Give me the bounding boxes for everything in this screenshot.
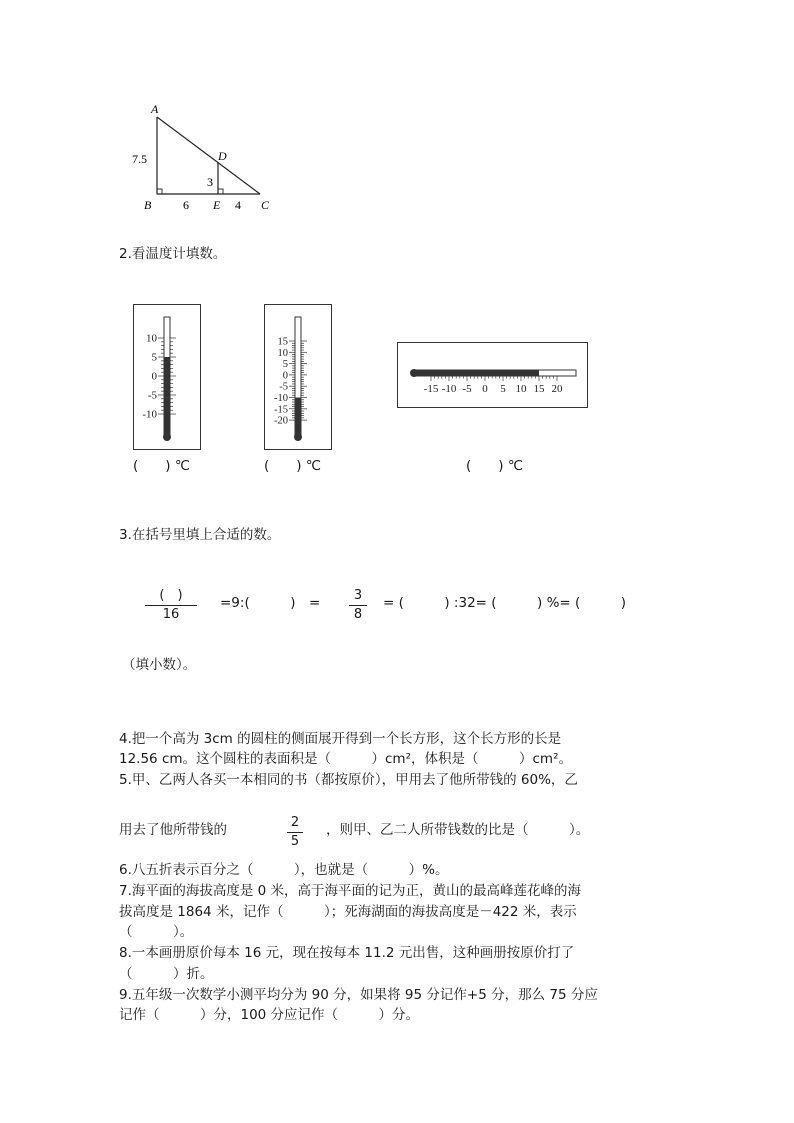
q4-line-1: 4.把一个高为 3cm 的圆柱的侧面展开得到一个长方形，这个长方形的长是 (119, 731, 562, 747)
label-d: D (218, 149, 227, 163)
q2-answer-1[interactable]: ( ) ℃ (133, 458, 190, 474)
length-ab: 7.5 (132, 152, 147, 166)
tick-label: 0 (482, 383, 488, 395)
q3-part-2[interactable]: = ( ) :32= ( ) %= ( ) (383, 595, 627, 611)
q3-part-1[interactable]: =9:( ) = (220, 595, 321, 611)
tick-label: 10 (515, 383, 527, 395)
q3-fraction-1-num[interactable]: ( ) (159, 588, 183, 603)
q2-answer-3[interactable]: ( ) ℃ (466, 458, 523, 474)
tick-label: 0 (151, 370, 157, 383)
q7-line-2[interactable]: 拔高度是 1864 米，记作（ ）；死海湖面的海拔高度是－422 米，表示 (119, 904, 577, 920)
label-c: C (261, 198, 270, 212)
tick-label: 10 (277, 347, 288, 359)
q3-fraction-2 (349, 588, 367, 623)
triangle-figure (125, 100, 285, 218)
q5-prefix: 用去了他所带钱的 (119, 822, 227, 838)
q5-fraction-num: 2 (290, 815, 300, 830)
tick-label: 15 (277, 336, 288, 348)
tick-label: 10 (146, 332, 157, 345)
q2-answer-2[interactable]: ( ) ℃ (264, 458, 321, 474)
length-be: 6 (183, 198, 189, 212)
tick-label: 20 (551, 383, 563, 395)
tick-label: -15 (274, 404, 288, 416)
q5-line-1: 5.甲、乙两人各买一本相同的书（都按原价），甲用去了他所带钱的 60%，乙 (119, 772, 578, 788)
thermometer-3 (397, 342, 588, 408)
q3-fraction-1[interactable] (145, 588, 197, 623)
tick-label: -20 (274, 415, 288, 427)
q4-line-2[interactable]: 12.56 cm。这个圆柱的表面积是（ ）cm²，体积是（ ）cm²。 (119, 751, 572, 767)
q5-fraction-den: 5 (290, 834, 300, 849)
label-b: B (144, 198, 152, 212)
q6-line-1[interactable]: 6.八五折表示百分之（ ），也就是（ ）%。 (119, 862, 449, 878)
q7-line-1: 7.海平面的海拔高度是 0 米，高于海平面的记为正，黄山的最高峰莲花峰的海 (119, 883, 582, 899)
tick-label: -15 (423, 383, 439, 395)
q3-note: （填小数）。 (122, 657, 197, 673)
tick-label: 0 (282, 370, 288, 382)
label-e: E (213, 198, 221, 212)
thermometer-2 (264, 304, 332, 450)
q3-fraction-1-den: 16 (162, 607, 180, 622)
tick-label: 15 (533, 383, 545, 395)
q5-fraction (287, 815, 303, 850)
tick-label: 5 (282, 359, 288, 371)
tick-label: -10 (441, 383, 457, 395)
tick-label: -5 (279, 381, 288, 393)
tick-label: -10 (274, 393, 288, 404)
tick-label: -5 (147, 389, 157, 402)
q3-title: 3.在括号里填上合适的数。 (119, 527, 281, 543)
q2-title: 2.看温度计填数。 (119, 246, 227, 262)
q9-line-2[interactable]: 记作（ ）分，100 分应记作（ ）分。 (119, 1007, 420, 1023)
label-a: A (151, 102, 159, 116)
length-de: 3 (207, 175, 213, 189)
q3-fraction-2-den: 8 (353, 607, 363, 622)
tick-label: -5 (462, 383, 472, 395)
q8-line-2[interactable]: （ ）折。 (119, 966, 214, 982)
q9-line-1: 9.五年级一次数学小测平均分为 90 分，如果将 95 分记作+5 分，那么 75 分应 (119, 987, 598, 1003)
tick-label: 5 (151, 351, 157, 364)
q7-line-3[interactable]: （ ）。 (119, 924, 194, 940)
q3-fraction-2-num: 3 (353, 588, 363, 603)
tick-label: 5 (500, 383, 506, 395)
tick-label: -10 (142, 408, 157, 421)
q5-suffix[interactable]: ，则甲、乙二人所带钱数的比是（ ）。 (326, 822, 590, 838)
q8-line-1: 8.一本画册原价每本 16 元，现在按每本 11.2 元出售，这种画册按原价打了 (119, 945, 575, 961)
thermometer-1 (133, 304, 201, 450)
length-ec: 4 (235, 198, 241, 212)
